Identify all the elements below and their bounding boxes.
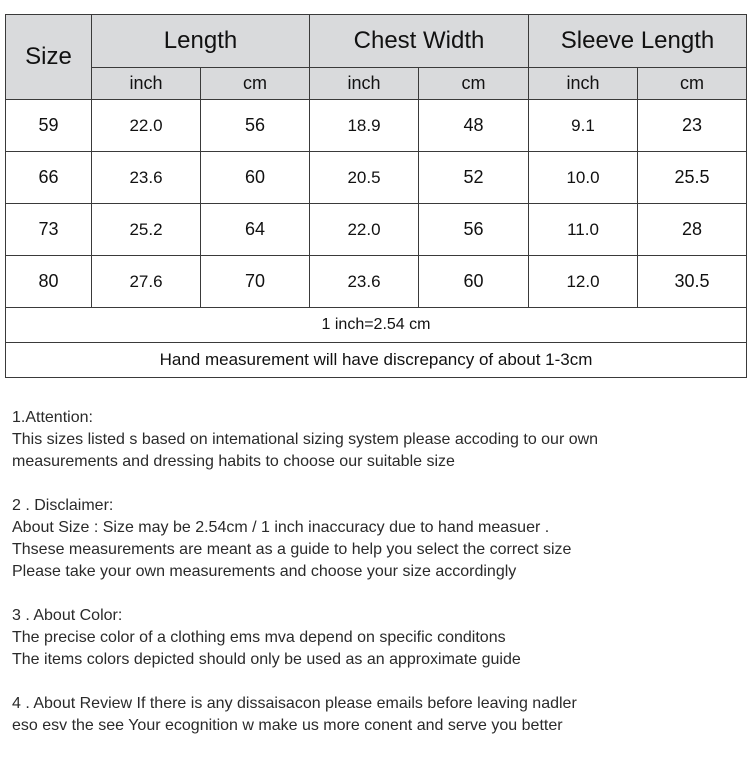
sleeve-inch-cell: 9.1 [529, 100, 638, 152]
sleeve-cm-cell: 30.5 [638, 256, 747, 308]
note-line: About Size : Size may be 2.54cm / 1 inch inaccuracy due to hand measuer . [12, 519, 550, 536]
chest-inch-cell: 22.0 [310, 204, 419, 256]
note-title: 1.Attention: [12, 409, 93, 426]
note-line: This sizes listed s based on intemational sizing system please accoding to our own [12, 431, 599, 448]
unit-row [6, 68, 747, 100]
length-inch-cell: 23.6 [92, 152, 201, 204]
table-row [6, 256, 747, 308]
length-inch-cell: 25.2 [92, 204, 201, 256]
size-cell: 59 [6, 100, 92, 152]
chest-cm-cell: 56 [419, 204, 529, 256]
length-cm-cell: 64 [201, 204, 310, 256]
attention-note [12, 407, 742, 473]
size-cell: 73 [6, 204, 92, 256]
table-row [6, 152, 747, 204]
size-cell: 66 [6, 152, 92, 204]
unit-header: cm [201, 68, 310, 100]
note-line: eso esv the see Your ecognition w make us more conent and serve you better [12, 717, 563, 734]
length-inch-cell: 27.6 [92, 256, 201, 308]
length-cm-cell: 60 [201, 152, 310, 204]
sleeve-inch-cell: 11.0 [529, 204, 638, 256]
unit-header: inch [92, 68, 201, 100]
sleeve-cm-cell: 23 [638, 100, 747, 152]
chest-cm-cell: 60 [419, 256, 529, 308]
chest-width-header: Chest Width [310, 15, 529, 68]
unit-header: inch [529, 68, 638, 100]
note-line: Please take your own measurements and choose your size accordingly [12, 563, 517, 580]
length-cm-cell: 56 [201, 100, 310, 152]
disclaimer-note [12, 495, 742, 583]
note-line: Thsese measurements are meant as a guide to help you select the correct size [12, 541, 572, 558]
sleeve-length-header: Sleeve Length [529, 15, 747, 68]
length-header: Length [92, 15, 310, 68]
note-line: measurements and dressing habits to choose our suitable size [12, 453, 455, 470]
discrepancy-note: Hand measurement will have discrepancy of about 1-3cm [6, 343, 747, 378]
color-note [12, 605, 742, 671]
length-inch-cell: 22.0 [92, 100, 201, 152]
unit-header: inch [310, 68, 419, 100]
note-line: The items colors depicted should only be used as an approximate guide [12, 651, 521, 668]
discrepancy-row [6, 343, 747, 378]
sleeve-inch-cell: 10.0 [529, 152, 638, 204]
review-note [12, 693, 742, 737]
chest-inch-cell: 23.6 [310, 256, 419, 308]
chest-cm-cell: 52 [419, 152, 529, 204]
chest-inch-cell: 18.9 [310, 100, 419, 152]
note-title: 2 . Disclaimer: [12, 497, 114, 514]
note-line: The precise color of a clothing ems mva depend on specific conditons [12, 629, 506, 646]
sleeve-cm-cell: 28 [638, 204, 747, 256]
unit-header: cm [419, 68, 529, 100]
notes-section [12, 407, 742, 759]
size-chart-table [5, 14, 747, 378]
size-cell: 80 [6, 256, 92, 308]
note-title: 4 . About Review If there is any dissaisacon please emails before leaving nadler [12, 695, 577, 712]
size-header: Size [6, 15, 92, 100]
sleeve-cm-cell: 25.5 [638, 152, 747, 204]
header-row [6, 15, 747, 68]
conversion-note: 1 inch=2.54 cm [6, 308, 747, 343]
unit-header: cm [638, 68, 747, 100]
length-cm-cell: 70 [201, 256, 310, 308]
conversion-row [6, 308, 747, 343]
chest-inch-cell: 20.5 [310, 152, 419, 204]
table-row [6, 100, 747, 152]
chest-cm-cell: 48 [419, 100, 529, 152]
note-title: 3 . About Color: [12, 607, 123, 624]
table-row [6, 204, 747, 256]
sleeve-inch-cell: 12.0 [529, 256, 638, 308]
